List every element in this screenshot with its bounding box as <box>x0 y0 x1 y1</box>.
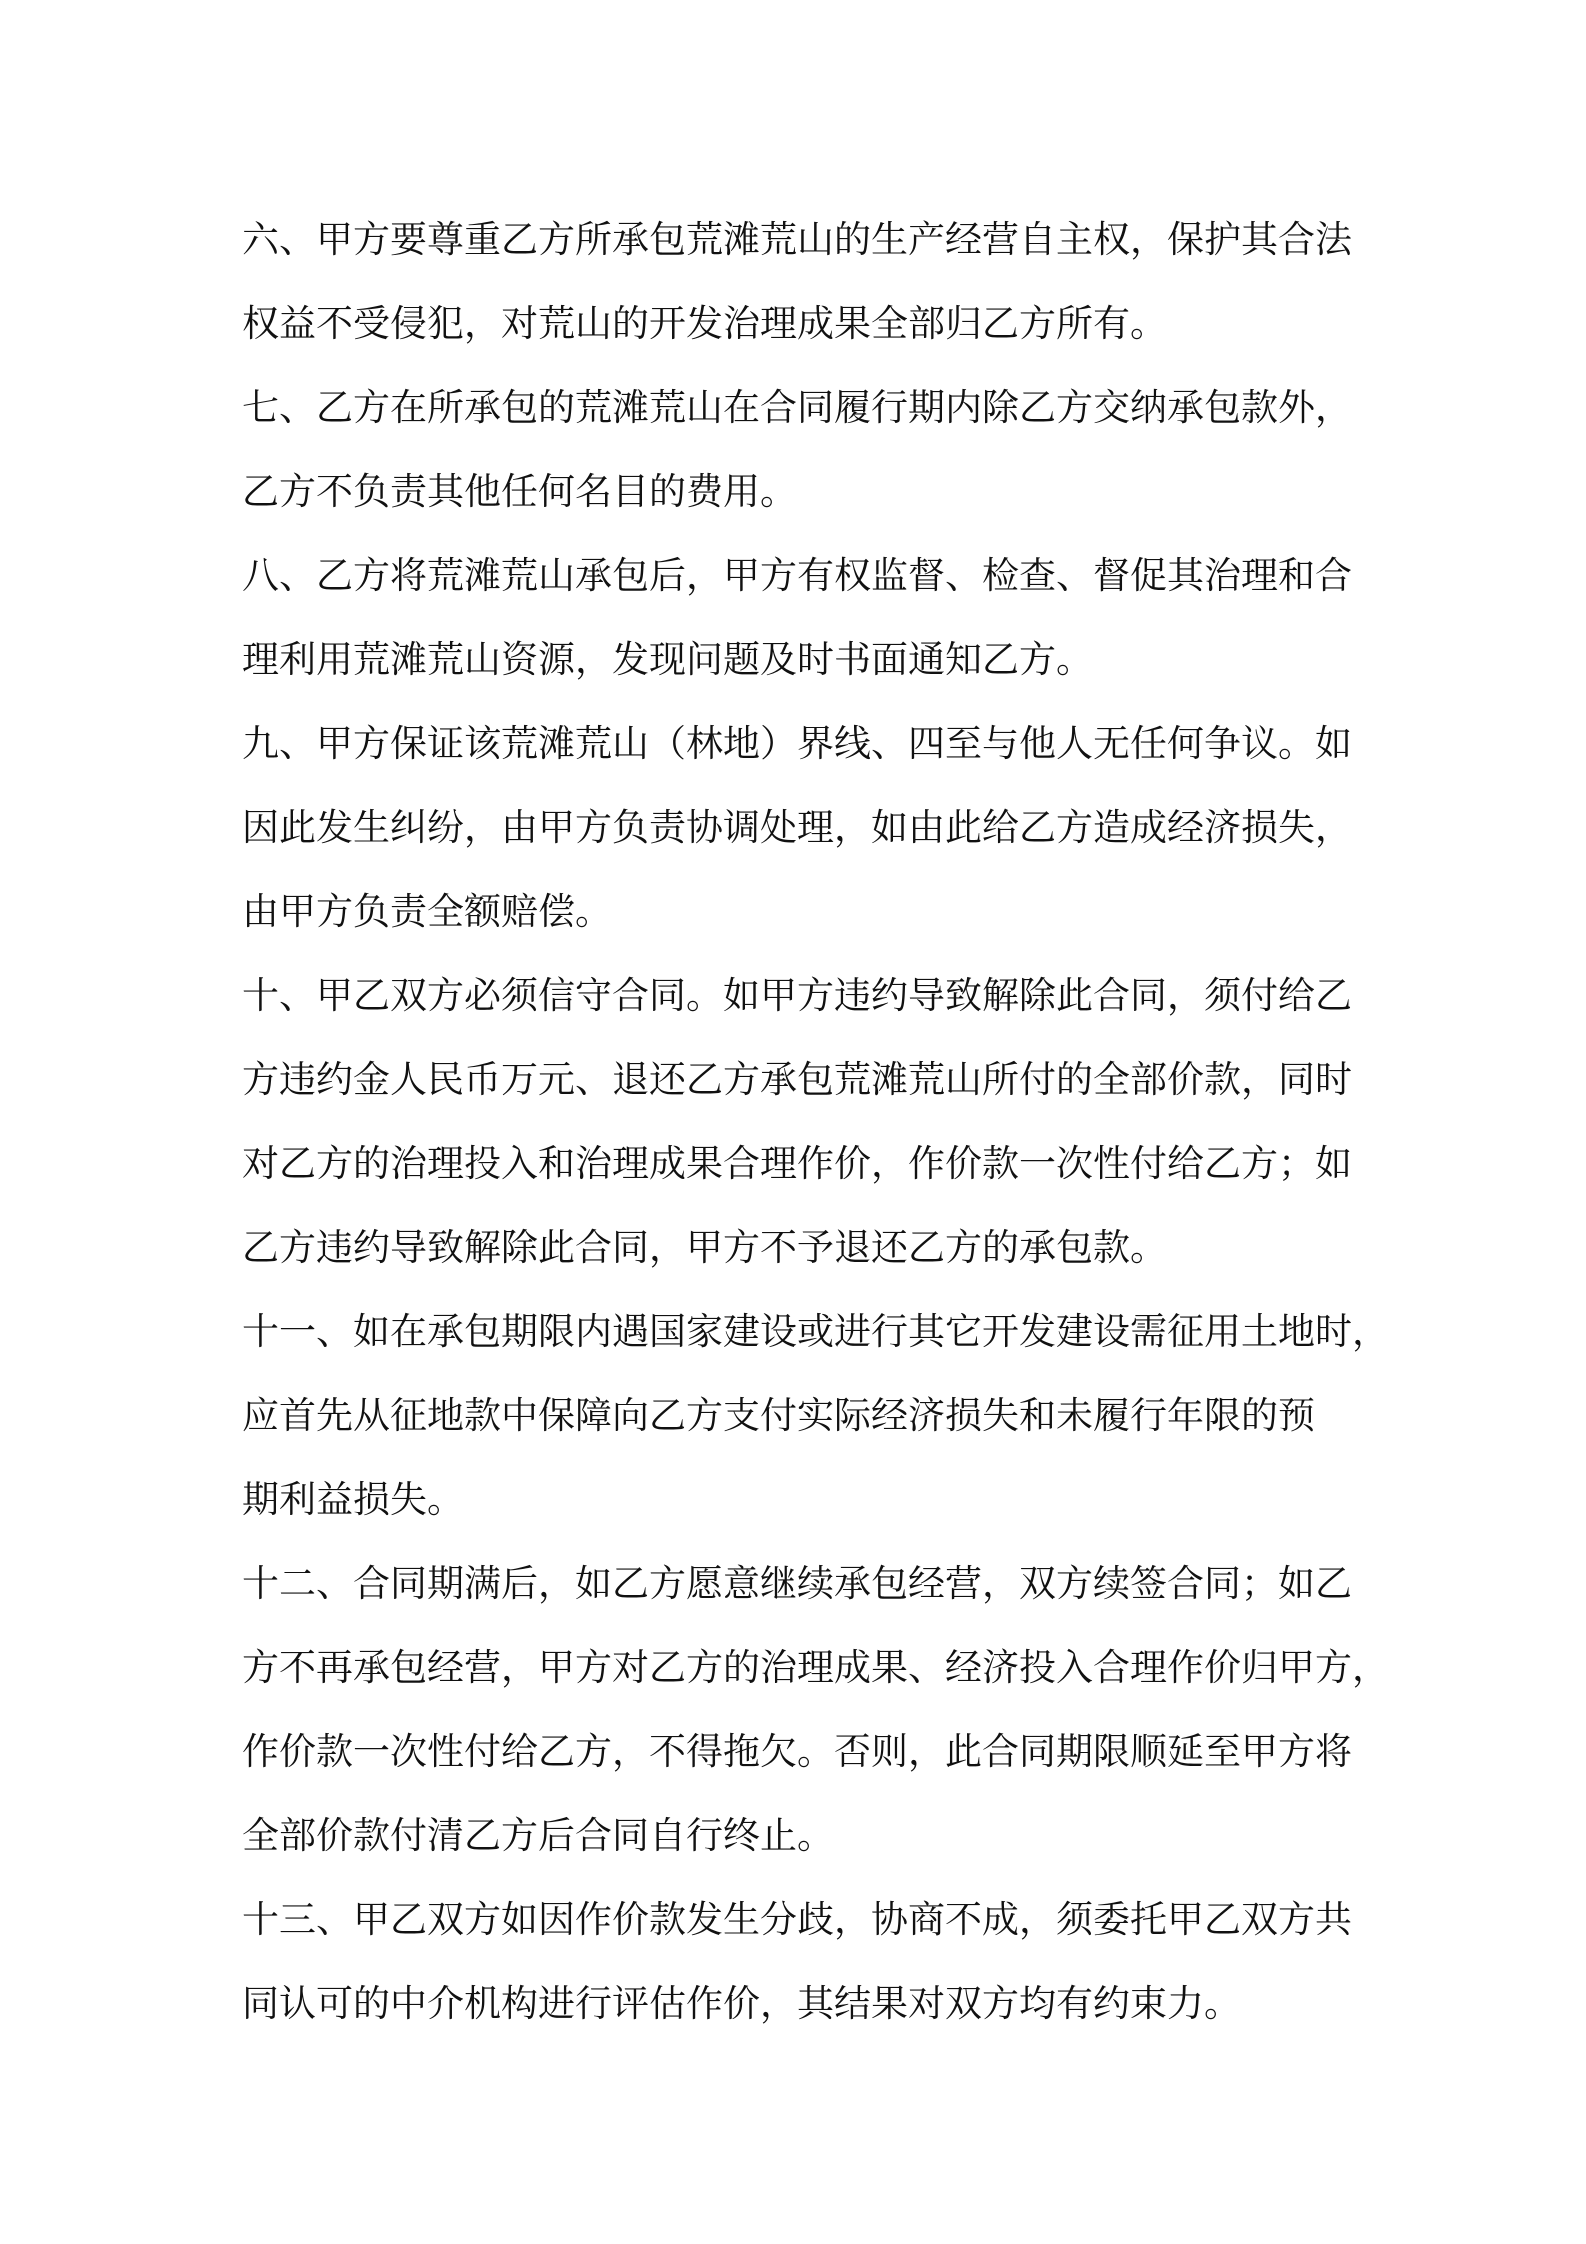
clause-line: 权益不受侵犯，对荒山的开发治理成果全部归乙方所有。 <box>242 302 1167 345</box>
clause-line: 十一、如在承包期限内遇国家建设或进行其它开发建设需征用土地时， <box>242 1310 1389 1353</box>
clause-line: 乙方不负责其他任何名目的费用。 <box>242 470 797 513</box>
clause-line: 全部价款付清乙方后合同自行终止。 <box>242 1814 834 1857</box>
clause-line: 九、甲方保证该荒滩荒山（林地）界线、四至与他人无任何争议。如 <box>242 722 1352 765</box>
clause-line: 由甲方负责全额赔偿。 <box>242 890 612 933</box>
clause-line: 方违约金人民币万元、退还乙方承包荒滩荒山所付的全部价款，同时 <box>242 1058 1352 1101</box>
contract-clauses <box>242 198 1387 2046</box>
clause-line: 理利用荒滩荒山资源，发现问题及时书面通知乙方。 <box>242 638 1093 681</box>
clause-line: 乙方违约导致解除此合同，甲方不予退还乙方的承包款。 <box>242 1226 1167 1269</box>
clause-line: 七、乙方在所承包的荒滩荒山在合同履行期内除乙方交纳承包款外， <box>242 386 1352 429</box>
clause-11 <box>242 1290 1387 1542</box>
clause-9 <box>242 702 1387 954</box>
clause-line: 六、甲方要尊重乙方所承包荒滩荒山的生产经营自主权，保护其合法 <box>242 218 1352 261</box>
clause-line: 期利益损失。 <box>242 1478 464 1521</box>
clause-line: 十三、甲乙双方如因作价款发生分歧，协商不成，须委托甲乙双方共 <box>242 1898 1352 1941</box>
clause-12 <box>242 1542 1387 1878</box>
clause-line: 同认可的中介机构进行评估作价，其结果对双方均有约束力。 <box>242 1982 1241 2025</box>
clause-13 <box>242 1878 1387 2046</box>
clause-8 <box>242 534 1387 702</box>
clause-line: 方不再承包经营，甲方对乙方的治理成果、经济投入合理作价归甲方， <box>242 1646 1389 1689</box>
clause-line: 十二、合同期满后，如乙方愿意继续承包经营，双方续签合同；如乙 <box>242 1562 1352 1605</box>
clause-line: 因此发生纠纷，由甲方负责协调处理，如由此给乙方造成经济损失， <box>242 806 1352 849</box>
clause-line: 八、乙方将荒滩荒山承包后，甲方有权监督、检查、督促其治理和合 <box>242 554 1352 597</box>
clause-line: 对乙方的治理投入和治理成果合理作价，作价款一次性付给乙方；如 <box>242 1142 1352 1185</box>
clause-line: 作价款一次性付给乙方，不得拖欠。否则，此合同期限顺延至甲方将 <box>242 1730 1352 1773</box>
clause-line: 十、甲乙双方必须信守合同。如甲方违约导致解除此合同，须付给乙 <box>242 974 1352 1017</box>
clause-line: 应首先从征地款中保障向乙方支付实际经济损失和未履行年限的预 <box>242 1394 1315 1437</box>
clause-6 <box>242 198 1387 366</box>
clause-7 <box>242 366 1387 534</box>
clause-10 <box>242 954 1387 1290</box>
